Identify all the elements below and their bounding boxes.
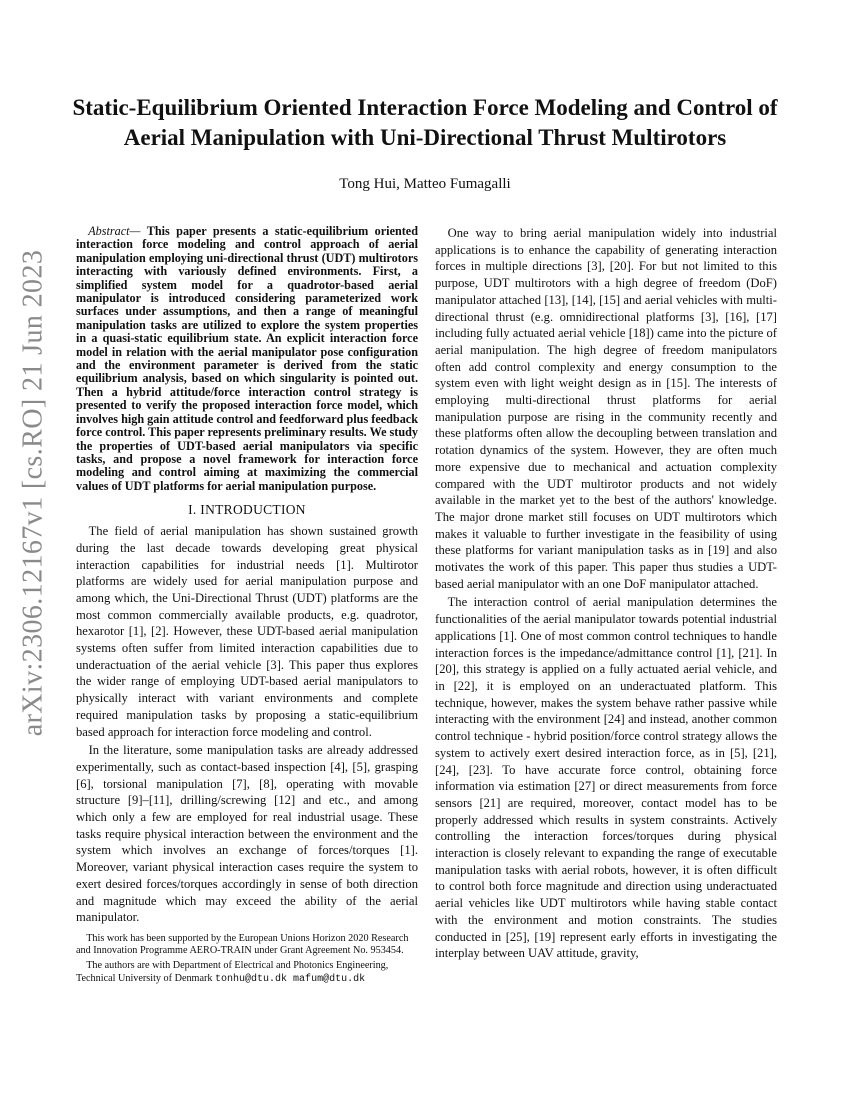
arxiv-stamp-text: arXiv:2306.12167v1 [cs.RO] 21 Jun 2023	[17, 249, 48, 737]
footnotes	[76, 933, 418, 986]
abstract	[76, 225, 418, 493]
arxiv-stamp	[13, 249, 53, 737]
right-column	[435, 225, 777, 962]
right-paragraph-1: One way to bring aerial manipulation widely into industrial applications is to enhance the capability of generating interaction forces in multiple directions [3], [20]. For but not limited to this purpose, UDT multirotors with a high degree of freedom (DoF) manipulator attached [13], [14], [15] and aerial vehicles with multi-directional thrust (e.g. omnidirectional platforms [3], [16], [17] including fully actuated aerial vehicle [18]) came into the picture of aerial manipulation. The high degree of freedom manipulators often add control complexity and energy consumption to the system even with light weight design as in [15]. The interests of employing multi-directional thrust platforms for aerial manipulation purpose are rising in the community recently and these platforms often allow the decoupling between translation and rotation dynamics of the system. However, they are often much more expensive due to mechanical and actuation complexity compared with the UDT multirotor products and not widely available in the market yet to the best of the authors' knowledge. The major drone market still focuses on UDT multirotors which makes it valuable to further investigate in the feasibility of using these platforms for variant manipulation tasks as in [19] and also motivates the work of this paper. This paper thus studies a UDT-based aerial manipulator with an one DoF manipulator attached.	[435, 226, 777, 591]
paper-authors: Tong Hui, Matteo Fumagalli	[339, 176, 511, 192]
paper-title: Static-Equilibrium Oriented Interaction Force Modeling and Control of Aerial Manipulation with Uni-Directional Thrust Multirotors	[72, 95, 778, 150]
abstract-text: This paper presents a static-equilibrium oriented interaction force modeling and control approach of aerial manipulation employing uni-directional thrust (UDT) multirotors interacting with variously defined environments. First, a simplified system model for a quadrotor-based aerial manipulator is introduced considering parameterized work surfaces under assumptions, and then a range of meaningful manipulation tasks are utilized to explore the system properties in a quasi-static equilibrium state. An explicit interaction force model in relation with the aerial manipulator pose configuration and the environment parameter is derived from the static equilibrium analysis, based on which singularity is pointed out. Then a hybrid attitude/force interaction control strategy is presented to verify the proposed interaction force model, which involves high gain attitude control and feedforward plus feedback force control. This paper represents preliminary results. We study the properties of UDT-based aerial manipulators via specific tasks, and propose a novel framework for interaction force modeling and control aiming at maximizing the commercial values of UDT platforms for aerial manipulation purpose.	[76, 224, 418, 493]
footnote-affiliation	[76, 960, 418, 985]
abstract-label: Abstract	[88, 224, 130, 238]
right-paragraph-2: The interaction control of aerial manipulation determines the functionalities of the aerial manipulator towards potential industrial applications [1]. One of most common control techniques to handle interaction forces is the impedance/admittance control [1], [21]. In [20], this strategy is applied on a fully actuated aerial vehicle, and in [22], it is employed on an underactuated platform. This technique, however, makes the system behave rather passive while interacting with the environment [24] and instead, another common control technique - hybrid position/force control strategy allows the system to actively exert desired interaction force, as in [5], [21], [24], [23]. To have accurate force control, obtaining force information via estimation [27] or direct measurements from force sensors [21] are required, moreover, contact model has to be properly addressed which results in system constraints. Actively controlling the interaction forces/torques during physical interaction is closely relevant to expanding the range of executable manipulation tasks with aerial robots, however, it is often difficult to control both force magnitude and direction using underactuated aerial vehicles like UDT multirotors while having stable contact with the environment and motion constraints. The studies conducted in [25], [19] represent early efforts in investigating the interplay between UAV attitude, gravity,	[435, 595, 777, 961]
left-paragraph-1: The field of aerial manipulation has shown sustained growth during the last decade towards developing great physical interaction capabilities for industrial needs [1]. Multirotor platforms are widely used for aerial manipulation purpose and among which, the Uni-Directional Thrust (UDT) platforms are the most common commercially available products, e.g. quadrotor, hexarotor [1], [2]. However, these UDT-based aerial manipulation systems often suffer from limited interaction capabilities due to underactuation of the aerial vehicle [3]. This paper thus explores the wider range of employing UDT-based aerial manipulators to physically interact with variant environments and complete required manipulation tasks by proposing a static-equilibrium based approach for interaction force modeling and control.	[76, 524, 418, 739]
left-column	[76, 225, 418, 989]
section-heading-introduction: I. INTRODUCTION	[188, 502, 306, 518]
footnote-emails: tonhu@dtu.dk mafum@dtu.dk	[215, 973, 366, 985]
footnote-funding: This work has been supported by the European Unions Horizon 2020 Research and Innovation Programme AERO-TRAIN under Grant Agreement No. 953454.	[76, 933, 409, 957]
left-paragraph-2: In the literature, some manipulation tasks are already addressed experimentally, such as contact-based inspection [4], [5], grasping [6], torsional manipulation [7], [8], operating with movable structure [9]–[11], drilling/screwing [12] and etc., and among which only a few are employed for real industrial usage. These tasks require physical interaction between the environment and the system which involves an exchange of forces/torques [1]. Moreover, variant physical interaction cases require the system to exert desired forces/torques accordingly in sense of both direction and magnitude which may exceed the ability of the aerial manipulator.	[76, 743, 418, 925]
footnote-affiliation-text: The authors are with Department of Electrical and Photonics Engineering, Technical University of Denmark	[76, 960, 389, 984]
abstract-dash: —	[129, 224, 147, 238]
